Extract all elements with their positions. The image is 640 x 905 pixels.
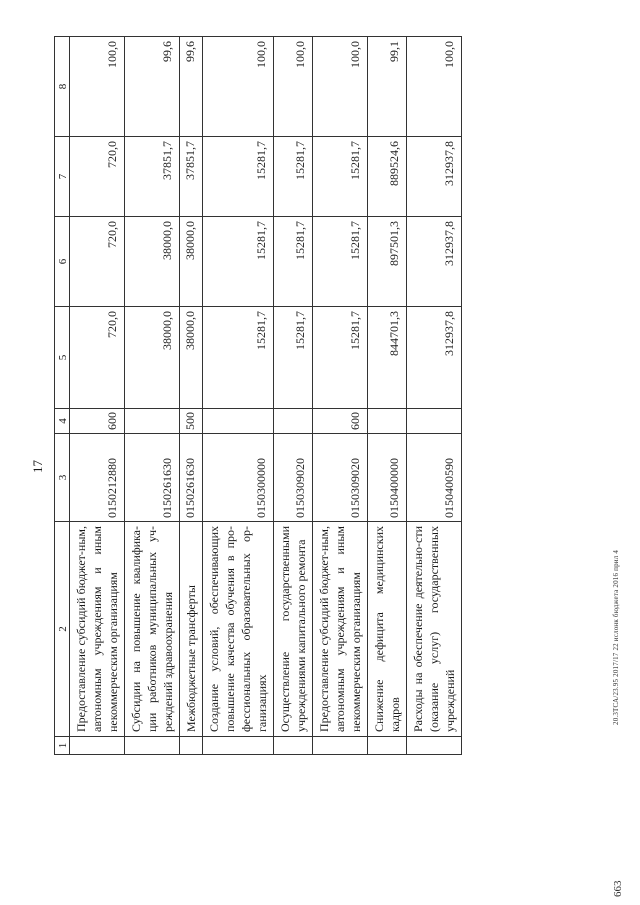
table-row bbox=[70, 37, 125, 755]
row-col8: 99,1 bbox=[368, 37, 407, 137]
table-row bbox=[407, 37, 462, 755]
row-col7: 312937,8 bbox=[407, 137, 462, 217]
header-cell-8: 8 bbox=[55, 37, 70, 137]
table-row bbox=[368, 37, 407, 755]
row-name: Осуществление государственными учреждениями капитального ремонта bbox=[274, 522, 313, 737]
row-index-cell bbox=[274, 737, 313, 755]
row-col8: 100,0 bbox=[274, 37, 313, 137]
row-type: 600 bbox=[70, 409, 125, 434]
page-number: 17 bbox=[30, 460, 45, 473]
header-cell-2: 2 bbox=[55, 522, 70, 737]
table-row bbox=[180, 37, 203, 755]
row-col5: 15281,7 bbox=[203, 307, 274, 409]
corner-page-number: 663 bbox=[612, 880, 624, 897]
row-col8: 100,0 bbox=[70, 37, 125, 137]
table-row bbox=[313, 37, 368, 755]
row-col7: 37851,7 bbox=[125, 137, 180, 217]
row-col7: 15281,7 bbox=[203, 137, 274, 217]
header-cell-4: 4 bbox=[55, 409, 70, 434]
row-type bbox=[368, 409, 407, 434]
row-col6: 720,0 bbox=[70, 217, 125, 307]
row-col6: 38000,0 bbox=[180, 217, 203, 307]
row-name: Межбюджетные трансферты bbox=[180, 522, 203, 737]
row-col5: 38000,0 bbox=[125, 307, 180, 409]
row-col5: 15281,7 bbox=[313, 307, 368, 409]
row-code: 0150261630 bbox=[180, 434, 203, 522]
row-index-cell bbox=[125, 737, 180, 755]
row-col8: 100,0 bbox=[407, 37, 462, 137]
row-code: 0150309020 bbox=[313, 434, 368, 522]
row-col6: 38000,0 bbox=[125, 217, 180, 307]
row-col7: 889524,6 bbox=[368, 137, 407, 217]
row-col8: 99,6 bbox=[180, 37, 203, 137]
table-row bbox=[125, 37, 180, 755]
row-col6: 312937,8 bbox=[407, 217, 462, 307]
row-code: 0150400590 bbox=[407, 434, 462, 522]
header-cell-1: 1 bbox=[55, 737, 70, 755]
header-cell-5: 5 bbox=[55, 307, 70, 409]
row-col7: 720,0 bbox=[70, 137, 125, 217]
row-index-cell bbox=[368, 737, 407, 755]
table-row bbox=[274, 37, 313, 755]
row-col6: 897501,3 bbox=[368, 217, 407, 307]
row-col5: 312937,8 bbox=[407, 307, 462, 409]
row-code: 0150300000 bbox=[203, 434, 274, 522]
row-index-cell bbox=[70, 737, 125, 755]
header-cell-3: 3 bbox=[55, 434, 70, 522]
row-type bbox=[407, 409, 462, 434]
row-name: Предоставление субсидий бюджет-ным, автономным учреждениям и иным некоммерческим организациям bbox=[70, 522, 125, 737]
header-cell-7: 7 bbox=[55, 137, 70, 217]
row-col7: 37851,7 bbox=[180, 137, 203, 217]
row-index-cell bbox=[180, 737, 203, 755]
row-col8: 100,0 bbox=[203, 37, 274, 137]
row-col5: 844701,3 bbox=[368, 307, 407, 409]
row-index-cell bbox=[313, 737, 368, 755]
budget-table bbox=[54, 36, 462, 755]
row-index-cell bbox=[407, 737, 462, 755]
row-type bbox=[203, 409, 274, 434]
row-col8: 100,0 bbox=[313, 37, 368, 137]
row-code: 0150400000 bbox=[368, 434, 407, 522]
row-type: 600 bbox=[313, 409, 368, 434]
row-col6: 15281,7 bbox=[274, 217, 313, 307]
row-col6: 15281,7 bbox=[313, 217, 368, 307]
row-code: 0150212880 bbox=[70, 434, 125, 522]
row-name: Субсидии на повышение квалифика-ции работников муниципальных уч-реждений здравоохранения bbox=[125, 522, 180, 737]
row-name: Расходы на обеспечение деятельно-сти (оказание услуг) государственных учреждений bbox=[407, 522, 462, 737]
row-type bbox=[274, 409, 313, 434]
row-name: Снижение дефицита медицинских кадров bbox=[368, 522, 407, 737]
row-type bbox=[125, 409, 180, 434]
row-col5: 38000,0 bbox=[180, 307, 203, 409]
row-index-cell bbox=[203, 737, 274, 755]
row-col8: 99,6 bbox=[125, 37, 180, 137]
table-header-row bbox=[55, 37, 70, 755]
row-name: Создание условий, обеспечивающих повышение качества обучения в про-фессиональных образовательных ор-ганизациях bbox=[203, 522, 274, 737]
row-type: 500 bbox=[180, 409, 203, 434]
row-code: 0150309020 bbox=[274, 434, 313, 522]
row-col5: 15281,7 bbox=[274, 307, 313, 409]
row-col5: 720,0 bbox=[70, 307, 125, 409]
row-code: 0150261630 bbox=[125, 434, 180, 522]
row-col6: 15281,7 bbox=[203, 217, 274, 307]
footer-file-code: 20.3ТСА/23.95 2017/17 22 ислонк бюджета 2016 прил 4 bbox=[612, 549, 620, 725]
row-name: Предоставление субсидий бюджет-ным, автономным учреждениям и иным некоммерческим организациям bbox=[313, 522, 368, 737]
row-col7: 15281,7 bbox=[274, 137, 313, 217]
row-col7: 15281,7 bbox=[313, 137, 368, 217]
table-row bbox=[203, 37, 274, 755]
header-cell-6: 6 bbox=[55, 217, 70, 307]
